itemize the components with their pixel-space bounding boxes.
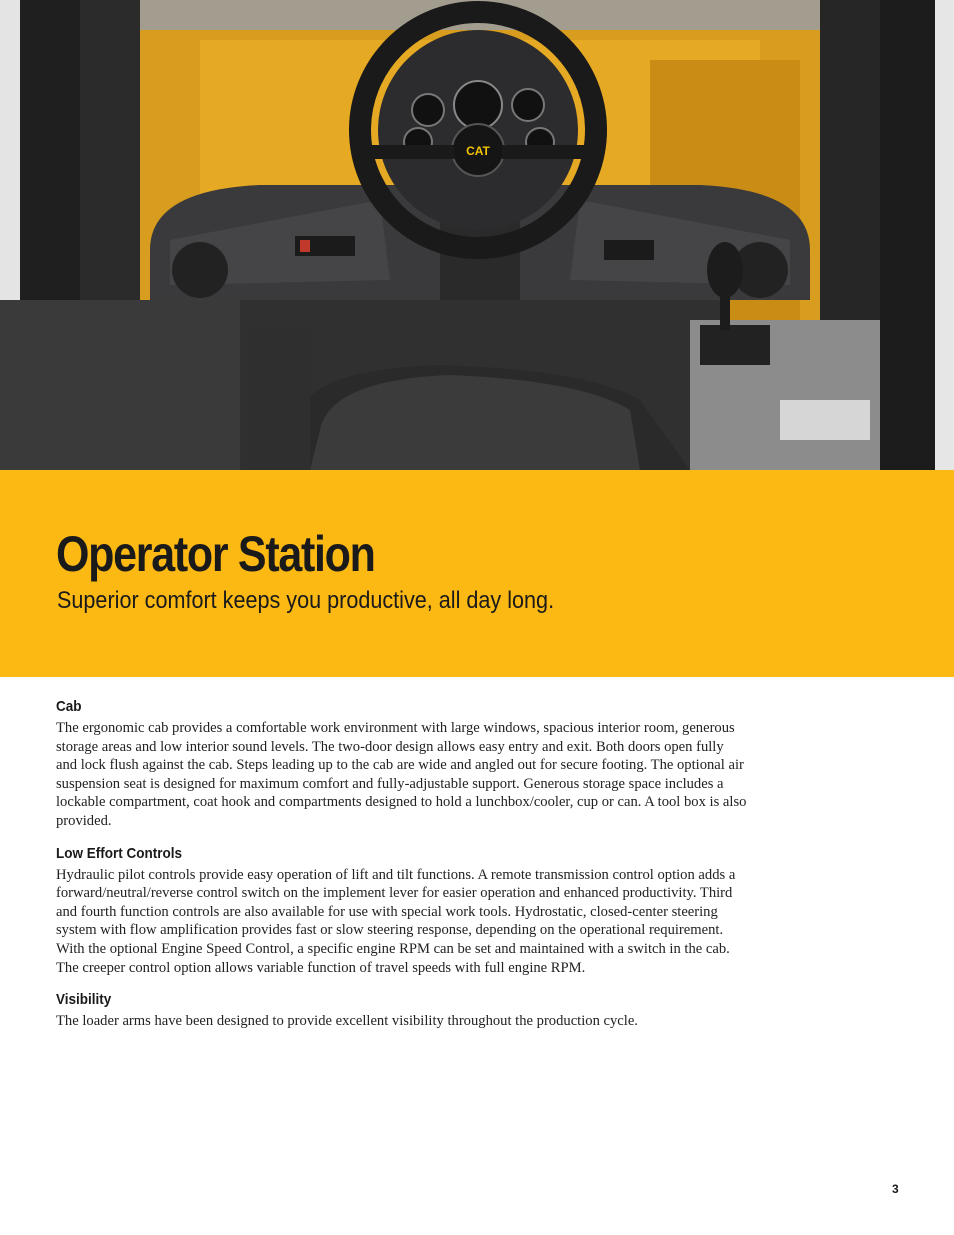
section-body: The ergonomic cab provides a comfortable work environment with large windows, spacious interior room, generous storage areas and low interior sound levels. The two-door design allows easy entry and exit. Both doors open fully and lock flush against the cab. Steps leading up to the cab are wide and angled out for secure footing. The optional air suspension seat is designed for maximum comfort and fully-adjustable support. Generous storage space includes a lockable compartment, coat hook and compartments designed to hold a lunchbox/cooler, cup or can. A tool box is also provided. (56, 720, 747, 829)
section-heading: Visibility (56, 991, 112, 1009)
section-heading: Cab (56, 698, 82, 715)
page-subtitle: Superior comfort keeps you productive, all day long. (57, 587, 555, 614)
section-body: Hydraulic pilot controls provide easy operation of lift and tilt functions. A remote transmission control option adds a forward/neutral/reverse control switch on the implement lever for easier operation and enhanced productivity. Third and fourth function controls are also available for use with special work tools. Hydrostatic, closed-center steering system with flow amplification provides fast or slow steering response, depending on the operational requirement. With the optional Engine Speed Control, a specific engine RPM can be set and maintained with a switch in the cab. The creeper control option allows variable function of travel speeds with full engine RPM. (56, 866, 736, 976)
cat-logo: CAT (466, 144, 490, 158)
body-content (56, 697, 756, 1031)
section-low-effort-controls (56, 844, 756, 978)
operator-cab-photo (0, 0, 954, 470)
section-cab (56, 697, 756, 831)
section-heading: Low Effort Controls (56, 844, 182, 862)
page-number: 3 (892, 1182, 899, 1196)
page-title: Operator Station (56, 526, 375, 582)
section-body: The loader arms have been designed to provide excellent visibility throughout the production cycle. (56, 1013, 638, 1030)
section-visibility (56, 990, 756, 1031)
cab-illustration (0, 0, 954, 470)
